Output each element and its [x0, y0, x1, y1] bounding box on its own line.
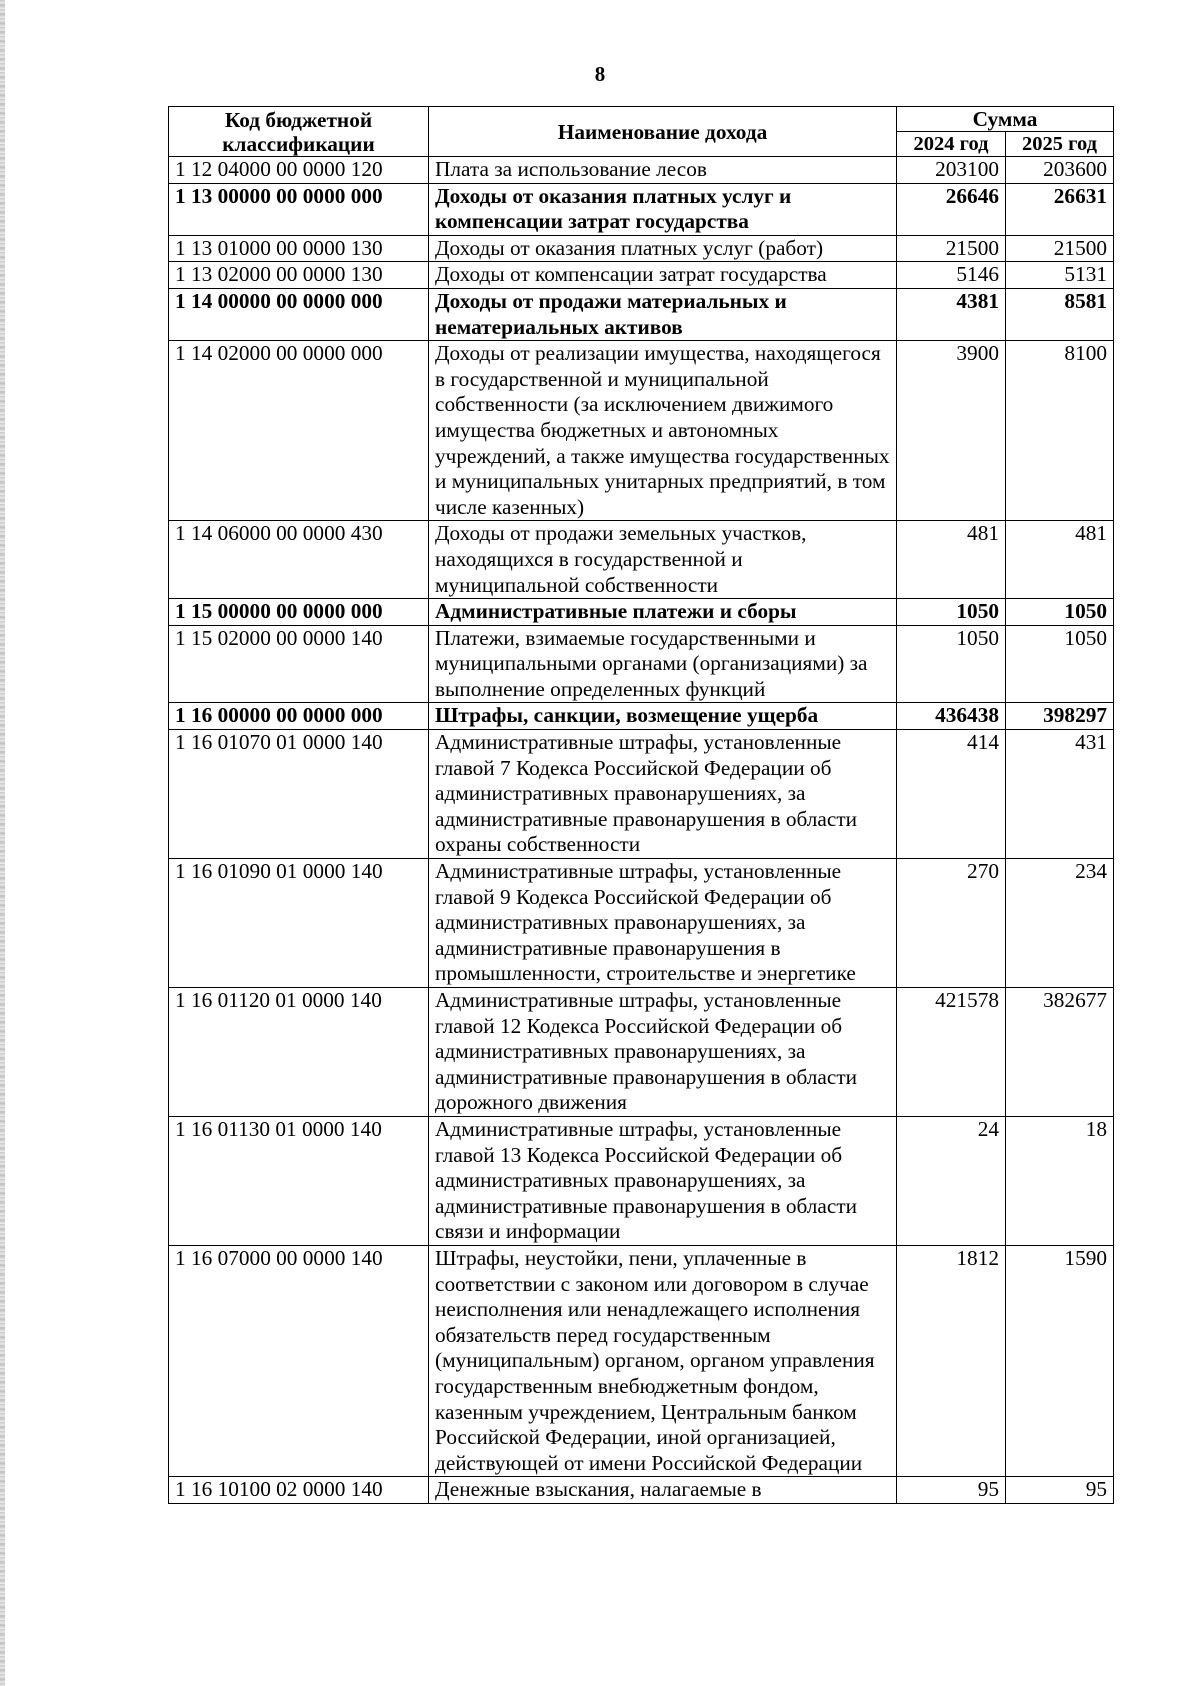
code-cell: 1 16 01120 01 0000 140 [169, 988, 429, 1117]
name-cell: Административные штрафы, установленные главой 13 Кодекса Российской Федерации об административных правонарушениях, за административные правонарушения в области связи и информации [429, 1116, 897, 1245]
code-cell: 1 14 00000 00 0000 000 [169, 288, 429, 340]
amount-2025-cell: 1050 [1006, 625, 1114, 703]
amount-2025-cell: 8581 [1006, 288, 1114, 340]
name-cell: Платежи, взимаемые государственными и муниципальными органами (организациями) за выполнение определенных функций [429, 625, 897, 703]
table-row [169, 157, 1114, 184]
amount-2024-cell: 95 [897, 1477, 1006, 1504]
name-cell: Штрафы, неустойки, пени, уплаченные в соответствии с законом или договором в случае неисполнения или ненадлежащего исполнения обязательств перед государственным (муниципальным) органом, органом управления государственным внебюджетным фондом, казенным учреждением, Центральным банком Российской Федерации, иной организацией, действующей от имени Российской Федерации [429, 1245, 897, 1476]
table-row [169, 521, 1114, 599]
amount-2024-cell: 270 [897, 859, 1006, 988]
name-cell: Денежные взыскания, налагаемые в [429, 1477, 897, 1504]
scan-edge [0, 0, 5, 1686]
table-row [169, 1116, 1114, 1245]
amount-2024-cell: 5146 [897, 262, 1006, 289]
code-cell: 1 13 02000 00 0000 130 [169, 262, 429, 289]
header-code: Код бюджетной классификации [169, 107, 429, 157]
name-cell: Доходы от реализации имущества, находящегося в государственной и муниципальной собственности (за исключением движимого имущества бюджетных и автономных учреждений, а также имущества государственных и муниципальных унитарных предприятий, в том числе казенных) [429, 341, 897, 521]
code-cell: 1 13 01000 00 0000 130 [169, 235, 429, 262]
amount-2024-cell: 421578 [897, 988, 1006, 1117]
header-year-2025: 2025 год [1006, 132, 1114, 157]
code-cell: 1 16 07000 00 0000 140 [169, 1245, 429, 1476]
table-row [169, 1477, 1114, 1504]
amount-2024-cell: 1050 [897, 625, 1006, 703]
amount-2025-cell: 95 [1006, 1477, 1114, 1504]
page-number: 8 [594, 62, 606, 86]
amount-2024-cell: 1050 [897, 599, 1006, 626]
code-cell: 1 15 00000 00 0000 000 [169, 599, 429, 626]
amount-2025-cell: 26631 [1006, 183, 1114, 235]
name-cell: Доходы от оказания платных услуг (работ) [429, 235, 897, 262]
amount-2024-cell: 1812 [897, 1245, 1006, 1476]
amount-2025-cell: 382677 [1006, 988, 1114, 1117]
amount-2025-cell: 234 [1006, 859, 1114, 988]
table-row [169, 1245, 1114, 1476]
name-cell: Административные штрафы, установленные главой 12 Кодекса Российской Федерации об административных правонарушениях, за административные правонарушения в области дорожного движения [429, 988, 897, 1117]
header-sum: Сумма [897, 107, 1114, 132]
amount-2024-cell: 3900 [897, 341, 1006, 521]
amount-2025-cell: 398297 [1006, 703, 1114, 730]
code-cell: 1 14 06000 00 0000 430 [169, 521, 429, 599]
amount-2024-cell: 4381 [897, 288, 1006, 340]
amount-2024-cell: 21500 [897, 235, 1006, 262]
name-cell: Плата за использование лесов [429, 157, 897, 184]
table-row [169, 262, 1114, 289]
table-row [169, 183, 1114, 235]
table-row [169, 599, 1114, 626]
amount-2024-cell: 203100 [897, 157, 1006, 184]
name-cell: Административные штрафы, установленные главой 9 Кодекса Российской Федерации об административных правонарушениях, за административные правонарушения в промышленности, строительстве и энергетике [429, 859, 897, 988]
table-row [169, 341, 1114, 521]
amount-2025-cell: 203600 [1006, 157, 1114, 184]
table-row [169, 288, 1114, 340]
table-row [169, 625, 1114, 703]
code-cell: 1 16 01130 01 0000 140 [169, 1116, 429, 1245]
name-cell: Административные штрафы, установленные главой 7 Кодекса Российской Федерации об административных правонарушениях, за административные правонарушения в области охраны собственности [429, 730, 897, 859]
table-row [169, 730, 1114, 859]
code-cell: 1 16 10100 02 0000 140 [169, 1477, 429, 1504]
name-cell: Доходы от продажи земельных участков, находящихся в государственной и муниципальной собственности [429, 521, 897, 599]
code-cell: 1 14 02000 00 0000 000 [169, 341, 429, 521]
table-body [169, 157, 1114, 1504]
amount-2025-cell: 21500 [1006, 235, 1114, 262]
code-cell: 1 12 04000 00 0000 120 [169, 157, 429, 184]
amount-2025-cell: 481 [1006, 521, 1114, 599]
header-name: Наименование дохода [429, 107, 897, 157]
header-year-2024: 2024 год [897, 132, 1006, 157]
amount-2025-cell: 1590 [1006, 1245, 1114, 1476]
amount-2025-cell: 8100 [1006, 341, 1114, 521]
amount-2024-cell: 436438 [897, 703, 1006, 730]
amount-2025-cell: 431 [1006, 730, 1114, 859]
table-row [169, 235, 1114, 262]
amount-2024-cell: 26646 [897, 183, 1006, 235]
header-row [169, 107, 1114, 132]
amount-2025-cell: 1050 [1006, 599, 1114, 626]
amount-2025-cell: 18 [1006, 1116, 1114, 1245]
code-cell: 1 16 00000 00 0000 000 [169, 703, 429, 730]
code-cell: 1 16 01090 01 0000 140 [169, 859, 429, 988]
amount-2024-cell: 24 [897, 1116, 1006, 1245]
table-row [169, 703, 1114, 730]
name-cell: Штрафы, санкции, возмещение ущерба [429, 703, 897, 730]
table-row [169, 859, 1114, 988]
amount-2024-cell: 481 [897, 521, 1006, 599]
revenue-table [168, 106, 1114, 1504]
table-row [169, 988, 1114, 1117]
amount-2025-cell: 5131 [1006, 262, 1114, 289]
name-cell: Доходы от оказания платных услуг и компенсации затрат государства [429, 183, 897, 235]
name-cell: Доходы от компенсации затрат государства [429, 262, 897, 289]
code-cell: 1 15 02000 00 0000 140 [169, 625, 429, 703]
name-cell: Административные платежи и сборы [429, 599, 897, 626]
code-cell: 1 16 01070 01 0000 140 [169, 730, 429, 859]
name-cell: Доходы от продажи материальных и нематериальных активов [429, 288, 897, 340]
code-cell: 1 13 00000 00 0000 000 [169, 183, 429, 235]
amount-2024-cell: 414 [897, 730, 1006, 859]
